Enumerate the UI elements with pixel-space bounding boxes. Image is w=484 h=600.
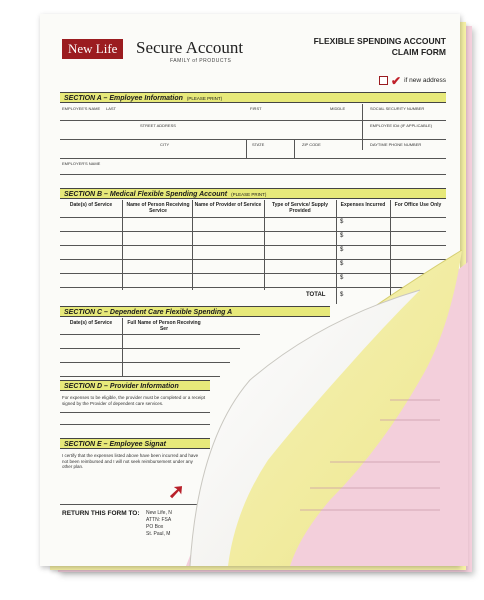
last-label: LAST <box>106 106 117 111</box>
employee-name-label: EMPLOYEE'S NAME <box>62 106 101 111</box>
section-d-header: SECTION D – Provider Information <box>60 380 210 391</box>
section-c-header: SECTION C – Dependent Care Flexible Spending A <box>60 306 330 317</box>
new-address-checkbox-row[interactable]: ✔ if new address <box>379 76 446 85</box>
col-expenses: Expenses Incurred <box>340 202 386 208</box>
ssn-label: SOCIAL SECURITY NUMBER <box>370 106 425 111</box>
middle-label: MIDDLE <box>330 106 346 111</box>
dollar-sign: $ <box>340 233 344 239</box>
col-c-dates: Date(s) of Service <box>69 320 113 326</box>
total-label: TOTAL <box>306 292 326 298</box>
section-d-instructions: For expenses to be eligible, the provider must be completed or a receipt signed by the Provider of dependent care services. <box>62 395 206 406</box>
employer-label: EMPLOYER'S NAME <box>62 161 101 166</box>
return-address: New Life, N ATTN: FSA PO Box St. Paul, M <box>146 510 172 537</box>
return-to-label: RETURN THIS FORM TO: <box>62 510 140 517</box>
employee-id-label: EMPLOYEE ID# (IF APPLICABLE) <box>370 123 433 128</box>
section-e-header: SECTION E – Employee Signat <box>60 438 210 449</box>
arrow-icon: ➚ <box>168 481 185 503</box>
section-e-certification: I certify that the expenses listed above have been incurred and have not been reimbursed and I will not seek reimbursement under any other plan. <box>62 453 199 469</box>
phone-label: DAYTIME PHONE NUMBER <box>370 142 422 147</box>
product-subtitle: FAMILY of PRODUCTS <box>170 58 232 64</box>
product-name: Secure Account <box>136 38 244 57</box>
col-c-person: Full Name of Person Receiving Ser <box>127 320 201 332</box>
col-office: For Office Use Only <box>394 202 442 208</box>
dollar-sign: $ <box>340 275 344 281</box>
brand-logo: New Life <box>62 39 123 59</box>
street-label: STREET ADDRESS <box>140 123 176 128</box>
dollar-sign: $ <box>340 261 344 267</box>
dollar-sign: $ <box>340 247 344 253</box>
form-title: FLEXIBLE SPENDING ACCOUNT CLAIM FORM <box>313 36 446 57</box>
col-dates: Date(s) of Service <box>69 202 113 208</box>
section-b-header: SECTION B – Medical Flexible Spending Account (PLEASE PRINT) <box>60 188 446 199</box>
col-provider: Name of Provider of Service <box>194 202 262 208</box>
checkmark-icon: ✔ <box>391 73 402 88</box>
section-a-header: SECTION A – Employee Information (PLEASE PRINT) <box>60 92 446 103</box>
city-label: CITY <box>160 142 170 147</box>
first-label: FIRST <box>250 106 262 111</box>
col-person: Name of Person Receiving Service <box>126 202 190 214</box>
zip-label: ZIP CODE <box>302 142 321 147</box>
dollar-sign: $ <box>340 219 344 225</box>
dollar-sign: $ <box>340 292 344 298</box>
state-label: STATE <box>252 142 265 147</box>
col-type: Type of Service/ Supply Provided <box>271 202 329 214</box>
